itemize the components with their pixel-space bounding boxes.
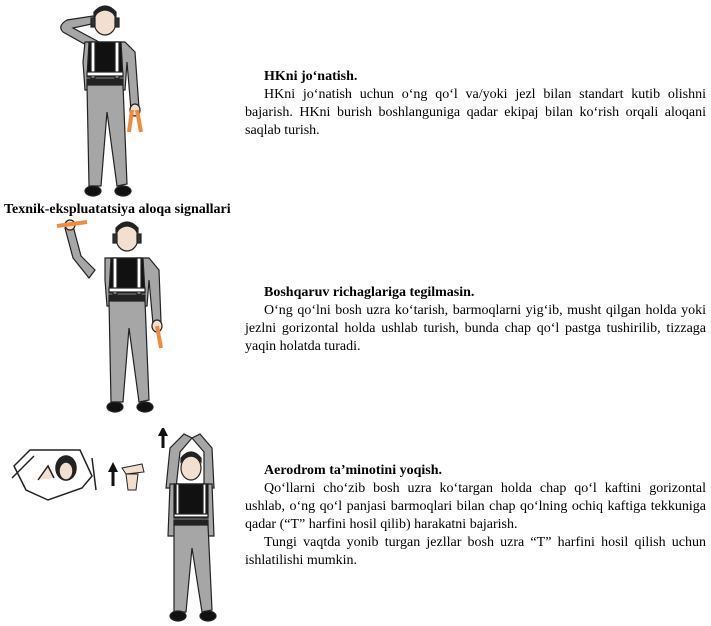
signal-title: HKni joʻnatish.: [264, 69, 358, 84]
signal-ground-power-on: [245, 462, 706, 570]
marshaller-salute-figure: [55, 2, 165, 202]
signal-hk-dispatch: [245, 68, 706, 140]
signal-description: Oʻng qoʻlni bosh uzra koʻtarish, barmoqlarni yigʻib, musht qilgan holda yoki jezlni gorizontal holda ushlab turish, bunda chap qoʻl pastga tushirilib, tizzaga yaqin holatda turadi.: [245, 303, 706, 354]
cockpit-pilot-icon: [12, 450, 96, 500]
marshaller-raised-wand-figure: [55, 218, 170, 418]
signal-description: Qoʻllarni choʻzib bosh uzra koʻtargan holda chap qoʻl kaftini gorizontal ushlab, oʻng qoʻl panjasi barmoqlari bilan chap qoʻlning ochiq kaftiga tekkuniga qadar (“T” harfini hosil qilib) harakatni bajarish.: [245, 481, 706, 532]
signal-do-not-touch-controls: [245, 284, 706, 356]
signal-title: Aerodrom ta’minotini yoqish.: [264, 463, 442, 478]
signal-note: Tungi vaqtda yonib turgan jezllar bosh uzra “T” harfini hosil qilish uchun ishlatilishi mumkin.: [245, 535, 706, 568]
hand-t-sign-icon: [122, 464, 144, 490]
signal-description: HKni joʻnatish uchun oʻng qoʻl va/yoki jezl bilan standart kutib olishni bajarish. HKni burish boshlanguniga qadar ekipaj bilan koʻrish orqali aloqani saqlab turish.: [245, 87, 706, 138]
up-arrow-icon: [158, 428, 168, 448]
section-heading: Texnik-ekspluatatsiya aloqa signallari: [4, 202, 231, 217]
up-arrow-icon: [108, 462, 118, 486]
marshaller-t-sign-figure: [8, 428, 223, 624]
signal-title: Boshqaruv richaglariga tegilmasin.: [264, 285, 475, 300]
